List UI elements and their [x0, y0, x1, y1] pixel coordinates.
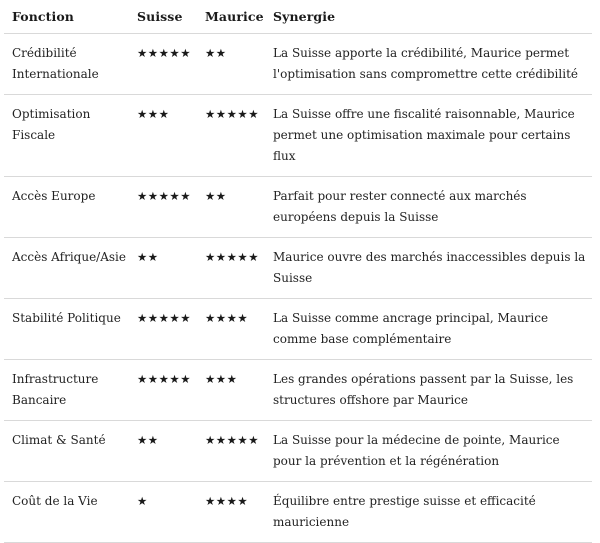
table-row: [4, 482, 592, 543]
cell-fonction: Climat & Santé: [4, 421, 129, 482]
cell-synergie: La Suisse offre une fiscalité raisonnable, Maurice permet une optimisation maximale pour certains flux: [265, 95, 592, 177]
table-row: [4, 238, 592, 299]
cell-maurice-rating: ★★★★★: [197, 421, 265, 482]
cell-fonction: Coût de la Vie: [4, 482, 129, 543]
header-row: [4, 0, 592, 34]
cell-synergie: Équilibre entre prestige suisse et efficacité mauricienne: [265, 482, 592, 543]
cell-synergie: La Suisse comme ancrage principal, Maurice comme base complémentaire: [265, 299, 592, 360]
table-row: [4, 421, 592, 482]
cell-fonction: Accès Europe: [4, 177, 129, 238]
cell-maurice-rating: ★★★★★: [197, 95, 265, 177]
cell-suisse-rating: ★★: [129, 238, 197, 299]
table-row: [4, 360, 592, 421]
cell-suisse-rating: ★: [129, 482, 197, 543]
cell-synergie: Parfait pour rester connecté aux marchés européens depuis la Suisse: [265, 177, 592, 238]
table-row: [4, 95, 592, 177]
cell-maurice-rating: ★★★★: [197, 299, 265, 360]
cell-maurice-rating: ★★: [197, 34, 265, 95]
cell-fonction: Optimisation Fiscale: [4, 95, 129, 177]
cell-maurice-rating: ★★★★: [197, 482, 265, 543]
cell-synergie: La Suisse pour la médecine de pointe, Maurice pour la prévention et la régénération: [265, 421, 592, 482]
cell-fonction: Stabilité Politique: [4, 299, 129, 360]
header-suisse: Suisse: [129, 0, 197, 34]
header-synergie: Synergie: [265, 0, 592, 34]
cell-suisse-rating: ★★★★★: [129, 360, 197, 421]
header-fonction: Fonction: [4, 0, 129, 34]
header-maurice: Maurice: [197, 0, 265, 34]
cell-suisse-rating: ★★★: [129, 95, 197, 177]
table-row: [4, 299, 592, 360]
cell-suisse-rating: ★★★★★: [129, 34, 197, 95]
cell-suisse-rating: ★★★★★: [129, 299, 197, 360]
table-row: [4, 177, 592, 238]
cell-suisse-rating: ★★★★★: [129, 177, 197, 238]
cell-fonction: Accès Afrique/Asie: [4, 238, 129, 299]
cell-maurice-rating: ★★★: [197, 360, 265, 421]
comparison-table: [4, 0, 592, 543]
cell-maurice-rating: ★★★★★: [197, 238, 265, 299]
cell-fonction: Infrastructure Bancaire: [4, 360, 129, 421]
cell-synergie: La Suisse apporte la crédibilité, Maurice permet l'optimisation sans compromettre cette crédibilité: [265, 34, 592, 95]
table-header: [4, 0, 592, 34]
cell-synergie: Maurice ouvre des marchés inaccessibles depuis la Suisse: [265, 238, 592, 299]
cell-synergie: Les grandes opérations passent par la Suisse, les structures offshore par Maurice: [265, 360, 592, 421]
cell-maurice-rating: ★★: [197, 177, 265, 238]
cell-suisse-rating: ★★: [129, 421, 197, 482]
cell-fonction: Crédibilité Internationale: [4, 34, 129, 95]
table-body: [4, 34, 592, 543]
table-row: [4, 34, 592, 95]
